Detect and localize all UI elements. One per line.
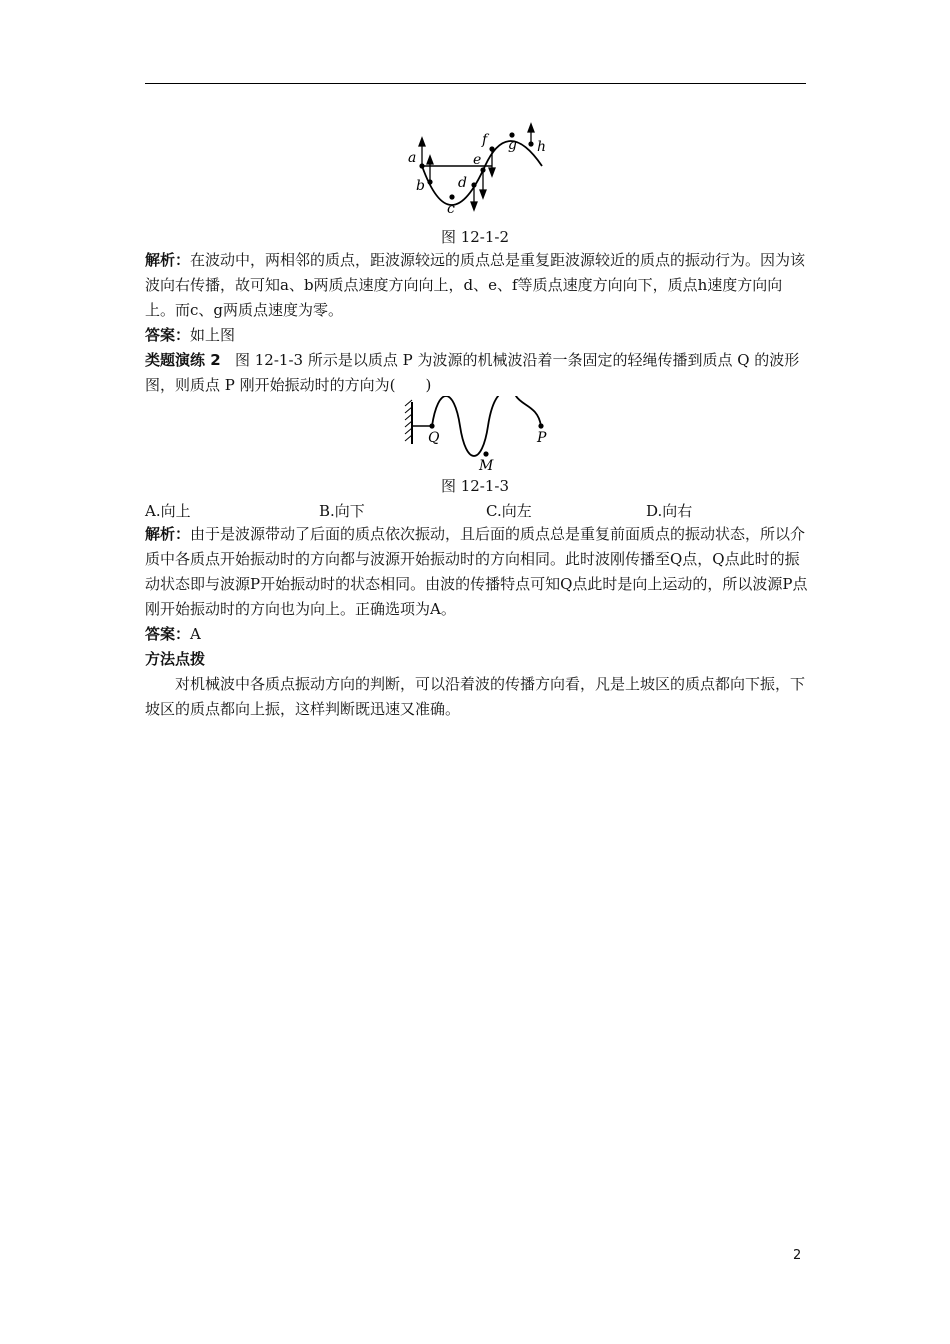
label-h: h (537, 139, 547, 155)
analysis-text-2: 由于是波源带动了后面的质点依次振动，且后面的质点总是重复前面质点的振动状态，所以介质中各质点开始振动时的方向都与波源开始振动时的方向相同。此时波刚传播至Q点，Q点此时的振动状态即与波源P开始振动时的状态相同。由波的传播特点可知Q点此时是向上运动的，所以波源P点刚开始振动时的方向也为向上。正确选项为A。 (145, 525, 808, 618)
answer-options (145, 500, 811, 522)
method-paragraph: 对机械波中各质点振动方向的判断，可以沿着波的传播方向看，凡是上坡区的质点都向下振，下坡区的质点都向上振，这样判断既迅速又准确。 (145, 675, 806, 718)
label-d: d (458, 175, 467, 191)
answer-text-1: 如上图 (190, 326, 236, 344)
answer-paragraph-2 (145, 622, 811, 647)
exercise-text-2: 图 12-1-3 所示是以质点 P 为波源的机械波沿着一条固定的轻绳传播到质点 Q 的波形图，则质点 P 刚开始振动时的方向为( ) (145, 351, 800, 394)
answer-text-2: A (190, 625, 201, 643)
analysis-text-1: 在波动中，两相邻的质点，距波源较远的质点总是重复距波源较近的质点的振动行为。因为该波向右传播，故可知a、b两质点速度方向向上，d、e、f等质点速度方向向下，质点h速度方向向上。而c、g两质点速度为零。 (145, 251, 806, 319)
answer-label-1: 答案： (145, 326, 191, 344)
answer-label-2: 答案： (145, 625, 191, 643)
method-heading: 方法点拨 (145, 650, 206, 668)
label-c: c (447, 201, 455, 217)
option-d: D.向右 (646, 502, 693, 520)
option-c: C.向左 (486, 502, 532, 520)
analysis-label-2: 解析： (145, 525, 191, 543)
label-Q: Q (428, 430, 440, 446)
page-number: 2 (793, 1248, 802, 1263)
option-b: B.向下 (319, 502, 365, 520)
exercise-label-2: 类题演练 2 (145, 351, 221, 369)
exercise-paragraph-2 (145, 348, 811, 398)
label-M: M (479, 458, 494, 474)
label-f: f (482, 132, 488, 148)
wave-figure-12-1-3 (402, 396, 552, 474)
wave-figure-12-1-2 (400, 122, 550, 218)
figure-caption-12-1-3: 图 12-1-3 (440, 477, 510, 495)
analysis-paragraph-2 (145, 522, 811, 622)
option-a: A.向上 (145, 502, 191, 520)
label-a: a (408, 150, 417, 166)
figure-caption-12-1-2: 图 12-1-2 (440, 228, 510, 246)
analysis-paragraph-1 (145, 248, 811, 323)
label-e: e (473, 152, 482, 168)
label-g: g (508, 137, 517, 153)
header-rule (145, 83, 806, 84)
label-P: P (537, 430, 547, 446)
label-b: b (416, 178, 425, 194)
analysis-label-1: 解析： (145, 251, 191, 269)
answer-paragraph-1 (145, 323, 811, 348)
